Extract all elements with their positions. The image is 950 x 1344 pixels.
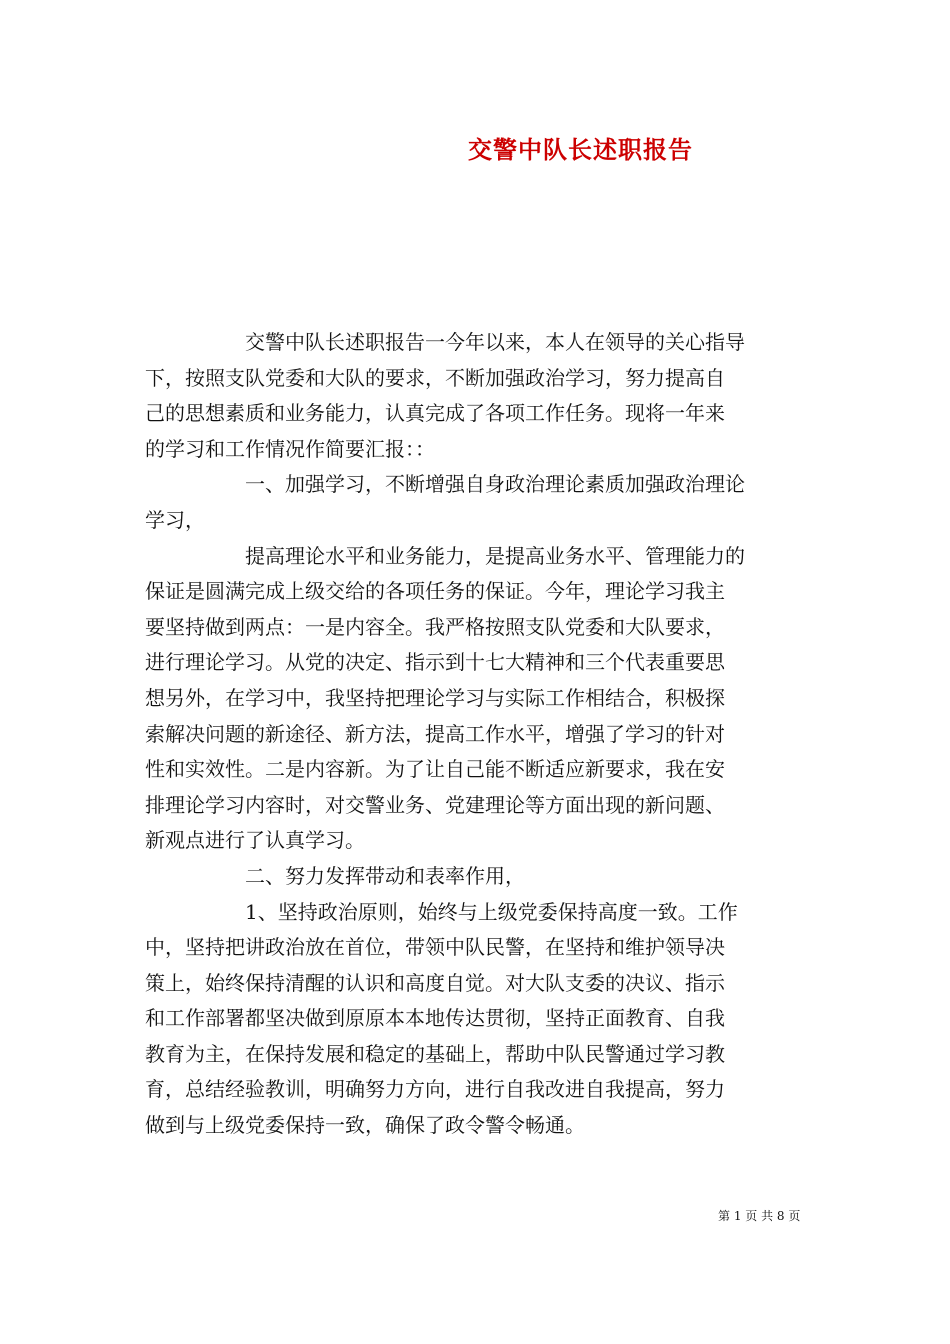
body-line: 想另外，在学习中，我坚持把理论学习与实际工作相结合，积极探 bbox=[145, 685, 725, 710]
body-line: 的学习和工作情况作简要汇报：： bbox=[145, 436, 435, 461]
body-line: 新观点进行了认真学习。 bbox=[145, 828, 365, 853]
body-line: 1、坚持政治原则，始终与上级党委保持高度一致。工作 bbox=[145, 899, 738, 924]
body-line: 性和实效性。二是内容新。为了让自己能不断适应新要求，我在安 bbox=[145, 757, 725, 782]
body-line: 要坚持做到两点：一是内容全。我严格按照支队党委和大队要求， bbox=[145, 614, 725, 639]
body-line: 提高理论水平和业务能力，是提高业务水平、管理能力的 bbox=[145, 543, 745, 568]
body-line: 中，坚持把讲政治放在首位，带领中队民警，在坚持和维护领导决 bbox=[145, 935, 725, 960]
body-line: 己的思想素质和业务能力，认真完成了各项工作任务。现将一年来 bbox=[145, 401, 725, 426]
body-line: 交警中队长述职报告一今年以来，本人在领导的关心指导 bbox=[145, 330, 745, 354]
body-line: 下，按照支队党委和大队的要求，不断加强政治学习，努力提高自 bbox=[145, 365, 725, 390]
body-line: 教育为主，在保持发展和稳定的基础上，帮助中队民警通过学习教 bbox=[145, 1041, 725, 1066]
body-line: 保证是圆满完成上级交给的各项任务的保证。今年，理论学习我主 bbox=[145, 579, 725, 604]
body-line: 排理论学习内容时，对交警业务、党建理论等方面出现的新问题、 bbox=[145, 792, 725, 817]
body-line: 和工作部署都坚决做到原原本本地传达贯彻，坚持正面教育、自我 bbox=[145, 1006, 725, 1031]
page-number: 第 1 页 共 8 页 bbox=[718, 1209, 801, 1223]
document-body bbox=[145, 325, 807, 1144]
body-line: 二、努力发挥带动和表率作用， bbox=[145, 863, 525, 888]
body-line: 索解决问题的新途径、新方法，提高工作水平，增强了学习的针对 bbox=[145, 721, 725, 746]
document-title: 交警中队长述职报告 bbox=[468, 135, 693, 164]
body-line: 进行理论学习。从党的决定、指示到十七大精神和三个代表重要思 bbox=[145, 650, 725, 675]
body-line: 策上，始终保持清醒的认识和高度自觉。对大队支委的决议、指示 bbox=[145, 970, 725, 995]
body-line: 育，总结经验教训，明确努力方向，进行自我改进自我提高，努力 bbox=[145, 1077, 725, 1102]
body-line: 做到与上级党委保持一致，确保了政令警令畅通。 bbox=[145, 1113, 585, 1138]
body-line: 一、加强学习，不断增强自身政治理论素质加强政治理论 bbox=[145, 472, 745, 497]
body-line: 学习， bbox=[145, 507, 205, 532]
